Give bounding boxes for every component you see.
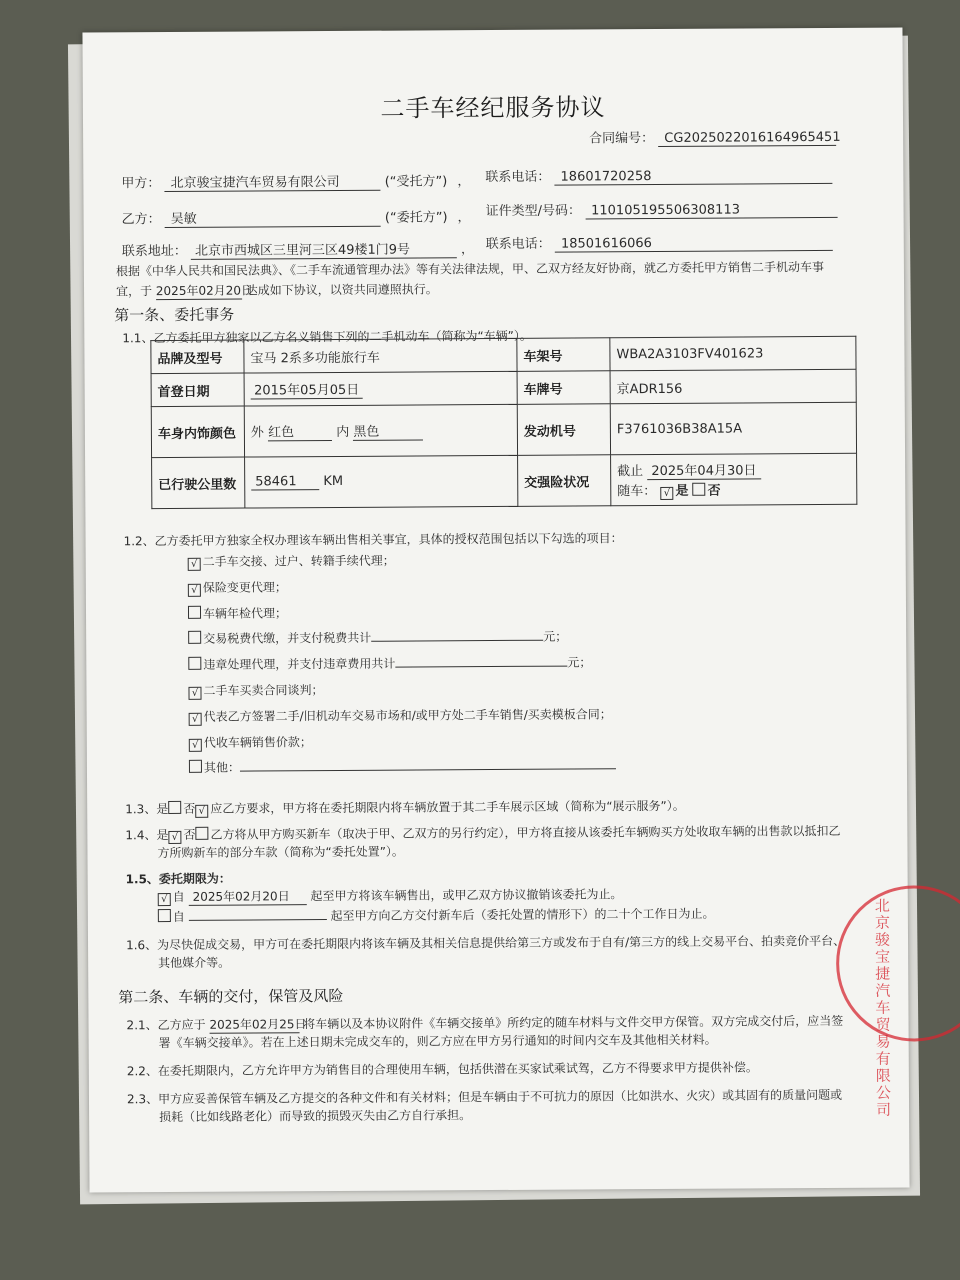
exterior-color: 红色 — [268, 421, 332, 441]
party-a-label: 甲方： — [121, 176, 161, 192]
clause-1-4-no-label: 否 — [183, 827, 196, 842]
clause-1-3-no-checkbox[interactable]: √ — [195, 805, 208, 818]
list-item — [189, 728, 616, 756]
registration-value: 2015年05月05日 — [251, 379, 363, 400]
list-item — [188, 547, 615, 575]
document-title: 二手车经纪服务协议 — [380, 93, 606, 123]
party-b-phone: 18501616066 — [555, 235, 833, 253]
brand-value: 宝马 2系多功能旅行车 — [244, 338, 517, 373]
vin-value: WBA2A3103FV401623 — [610, 336, 856, 371]
violation-amount-field[interactable] — [395, 654, 567, 668]
party-a-separator: ， — [457, 174, 471, 190]
list-item — [188, 599, 615, 627]
party-b-phone-label: 联系电话： — [485, 236, 551, 253]
option-checkbox[interactable] — [188, 657, 201, 670]
insurance-label: 交强险状况 — [518, 455, 611, 507]
clause-2-1 — [126, 1012, 843, 1034]
party-a-row — [121, 170, 470, 192]
address-value: 北京市西城区三里河三区49楼1门9号 — [191, 238, 457, 260]
color-label: 车身内饰颜色 — [151, 406, 244, 458]
insurance-cell — [611, 453, 857, 506]
clause-1-6: 1.6、为尽快促成交易，甲方可在委托期限内将该车辆及其相关信息提供给第三方或发布于自有/第三方的线上交易平台、拍卖竞价平台、 — [125, 933, 846, 953]
party-a-phone-row — [485, 164, 832, 186]
company-seal — [836, 885, 960, 1042]
clause-1-1: 1.1、乙方委托甲方独家以乙方名义销售下列的二手机动车（简称为“车辆”）。 — [122, 328, 532, 346]
engine-label: 发动机号 — [517, 404, 610, 456]
party-b-id: 110105195506308113 — [585, 202, 837, 220]
term-from-label: 自 — [172, 889, 185, 904]
option-suffix: 元； — [567, 655, 592, 670]
intro-prefix: 宜，于 — [116, 284, 153, 299]
plate-value: 京ADR156 — [610, 369, 856, 404]
address-label: 联系地址： — [121, 243, 187, 260]
party-b-row — [122, 206, 471, 228]
mileage-label: 已行驶公里数 — [152, 457, 245, 509]
clause-2-3: 2.3、甲方应妥善保管车辆及乙方提交的各种文件和有关材料；但是车辆由于不可抗力的原因（比如洪水、火灾）或其固有的质量问题或 — [126, 1087, 843, 1107]
option-checkbox[interactable]: √ — [188, 584, 201, 597]
other-field[interactable] — [240, 757, 616, 772]
clause-1-4-yes-checkbox[interactable]: √ — [168, 831, 181, 844]
company-seal-text: 北京骏宝捷汽车贸易有限公司 — [872, 897, 893, 1119]
party-a-phone-label: 联系电话： — [485, 169, 551, 186]
option-checkbox[interactable] — [188, 605, 201, 618]
contract-number-value: CG20250220161649654​51 — [658, 130, 836, 147]
option-checkbox[interactable]: √ — [189, 713, 202, 726]
interior-color: 黑色 — [353, 420, 423, 440]
clause-1-4-yes-label: 1.4、是 — [125, 828, 169, 843]
option-label: 二手车交接、过户、转籍手续代理； — [202, 553, 395, 569]
option-checkbox[interactable]: √ — [188, 687, 201, 700]
address-row — [122, 238, 474, 260]
option-label: 保险变更代理； — [202, 580, 287, 595]
party-b-phone-row — [486, 231, 833, 253]
list-item — [188, 650, 615, 678]
list-item — [189, 702, 616, 730]
list-item — [188, 625, 615, 653]
term-new-car-checkbox[interactable] — [158, 909, 171, 922]
clause-2-1-prefix: 2.1、乙方应于 — [126, 1017, 206, 1033]
party-b-label: 乙方： — [121, 212, 161, 228]
option-checkbox[interactable] — [188, 631, 201, 644]
option-label: 代收车辆销售价款； — [203, 734, 312, 750]
authorization-options — [188, 547, 616, 782]
clause-2-1-line-2: 署《车辆交接单》。若在上述日期未完成交车的，则乙方应在甲方另行通知的时间内交车及其他相关材料。 — [158, 1032, 717, 1051]
table-row — [151, 402, 856, 457]
insurance-expiry — [617, 459, 850, 480]
exterior-label: 外 — [250, 425, 264, 441]
vin-label: 车架号 — [517, 338, 610, 372]
section-1-title: 第一条、委托事务 — [114, 305, 235, 325]
party-b-separator: ， — [457, 210, 471, 226]
clause-1-6-line-2: 其他媒介等。 — [158, 955, 231, 971]
mileage-unit: KM — [323, 473, 344, 490]
address-separator: ， — [460, 242, 475, 258]
table-row — [151, 336, 856, 373]
option-label: 违章处理代理，并支付违章费用共计 — [203, 656, 396, 672]
contract-page — [82, 28, 909, 1193]
option-checkbox[interactable]: √ — [188, 558, 201, 571]
insurance-no-checkbox[interactable] — [693, 483, 706, 496]
insurance-expiry-date: 2025年04月30日 — [647, 459, 761, 480]
intro-line-2 — [116, 280, 438, 300]
clause-1-5-title: 1.5、委托期限为： — [125, 871, 231, 887]
term-new-car-text: 起至甲方向乙方交付新车后（委托处置的情形下）的二十个工作日为止。 — [330, 906, 715, 924]
clause-1-2: 1.2、乙方委托甲方独家全权办理该车辆出售相关事宜，具体的授权范围包括以下勾选的项目： — [123, 531, 623, 549]
vehicle-info-table — [150, 336, 857, 509]
clause-1-3-no-label: 否 — [183, 801, 196, 816]
section-2-title: 第二条、车辆的交付，保管及风险 — [118, 986, 344, 1007]
clause-2-1-text: 将车辆以及本协议附件《车辆交接单》所约定的随车材料与文件交甲方保管。双方完成交付后，应当签 — [303, 1013, 844, 1032]
term-from-label: 自 — [172, 909, 185, 924]
option-label: 代表乙方签署二手/旧机动车交易市场和/或甲方处二手车销售/买卖模板合同； — [203, 707, 612, 724]
mileage-value: 58461 — [251, 474, 319, 490]
list-item — [188, 676, 615, 704]
option-label: 车辆年检代理； — [202, 605, 288, 621]
party-a-name: 北京骏宝捷汽车贸易有限公司 — [164, 171, 380, 192]
insurance-yes-checkbox[interactable]: √ — [660, 487, 673, 500]
clause-1-4-line-2: 方所购新车的部分车款（简称为“委托处置”）。 — [157, 844, 404, 861]
clause-1-3-text: 应乙方要求，甲方将在委托期限内将车辆放置于其二手车展示区域（简称为“展示服务”）。 — [210, 798, 685, 816]
table-row — [151, 369, 856, 406]
option-checkbox[interactable]: √ — [189, 738, 202, 751]
list-item — [188, 573, 615, 601]
intro-suffix: 达成如下协议，以资共同遵照执行。 — [245, 282, 438, 298]
engine-value: F3761036B38A15A — [610, 402, 856, 455]
intro-line-1: 根据《中华人民共和国民法典》、《二手车流通管理办法》等有关法律法规，甲、乙双方经友好协商，就乙方委托甲方销售二手机动车事 — [115, 259, 824, 279]
option-label: 交易税费代缴，并支付税费共计 — [203, 631, 372, 647]
party-b-name: 吴敏 — [165, 207, 381, 228]
term-sold-checkbox[interactable]: √ — [158, 893, 171, 906]
interior-label: 内 — [336, 424, 350, 440]
clause-1-3-yes-label: 1.3、是 — [125, 802, 169, 817]
clause-1-4 — [125, 822, 840, 844]
agreement-date: 2025年02月20日 — [155, 283, 254, 299]
contract-number-label: 合同编号： — [589, 131, 655, 147]
plate-label: 车牌号 — [517, 371, 610, 405]
clause-1-5-option-1 — [158, 885, 623, 906]
tax-amount-field[interactable] — [371, 628, 543, 642]
option-checkbox[interactable] — [189, 760, 202, 773]
party-a-phone: 18601720258 — [554, 168, 832, 186]
color-cell — [244, 404, 517, 457]
clause-2-2: 2.2、在委托期限内，乙方允许甲方为销售目的合理使用车辆，包括供潜在买家试乘试驾，乙方不得要求甲方提供补偿。 — [126, 1060, 758, 1079]
option-label: 其他： — [203, 760, 241, 776]
term-new-car-date[interactable] — [189, 907, 327, 921]
clause-1-4-no-checkbox[interactable] — [195, 827, 208, 840]
term-sold-text: 起至甲方将该车辆售出，或甲乙双方协议撤销该委托为止。 — [310, 887, 623, 904]
party-a-role: (“受托方”) — [384, 174, 448, 190]
contract-number — [589, 126, 841, 148]
clause-1-5-option-2 — [158, 905, 715, 925]
table-row — [152, 453, 857, 508]
registration-label: 首登日期 — [151, 373, 244, 407]
list-item — [189, 754, 616, 782]
term-start-date: 2025年02月20日 — [189, 887, 307, 906]
clause-1-3 — [125, 797, 685, 818]
insurance-with-car — [617, 479, 850, 500]
party-b-id-label: 证件类型/号码： — [485, 203, 582, 220]
insurance-no-label: 否 — [707, 483, 721, 499]
insurance-expiry-prefix: 截止 — [617, 464, 644, 480]
option-label: 二手车买卖合同谈判； — [203, 683, 324, 698]
party-b-id-row — [485, 198, 837, 220]
registration-cell — [244, 371, 517, 406]
clause-2-3-line-2: 损耗（比如线路老化）而导致的损毁灭失由乙方自行承担。 — [159, 1108, 472, 1125]
clause-1-3-yes-checkbox[interactable] — [168, 801, 181, 814]
delivery-date: 2025年02月25日 — [209, 1017, 307, 1032]
option-suffix: 元； — [543, 629, 568, 645]
insurance-yes-label: 是 — [675, 483, 689, 499]
brand-label: 品牌及型号 — [151, 340, 244, 374]
party-b-role: (“委托方”) — [384, 210, 448, 226]
clause-1-4-text: 乙方将从甲方购买新车（取决于甲、乙双方的另行约定），甲方将直接从该委托车辆购买方处收取车辆的出售款以抵扣乙 — [210, 823, 841, 842]
insurance-with-car-label: 随车： — [617, 484, 657, 500]
mileage-cell — [245, 455, 518, 508]
